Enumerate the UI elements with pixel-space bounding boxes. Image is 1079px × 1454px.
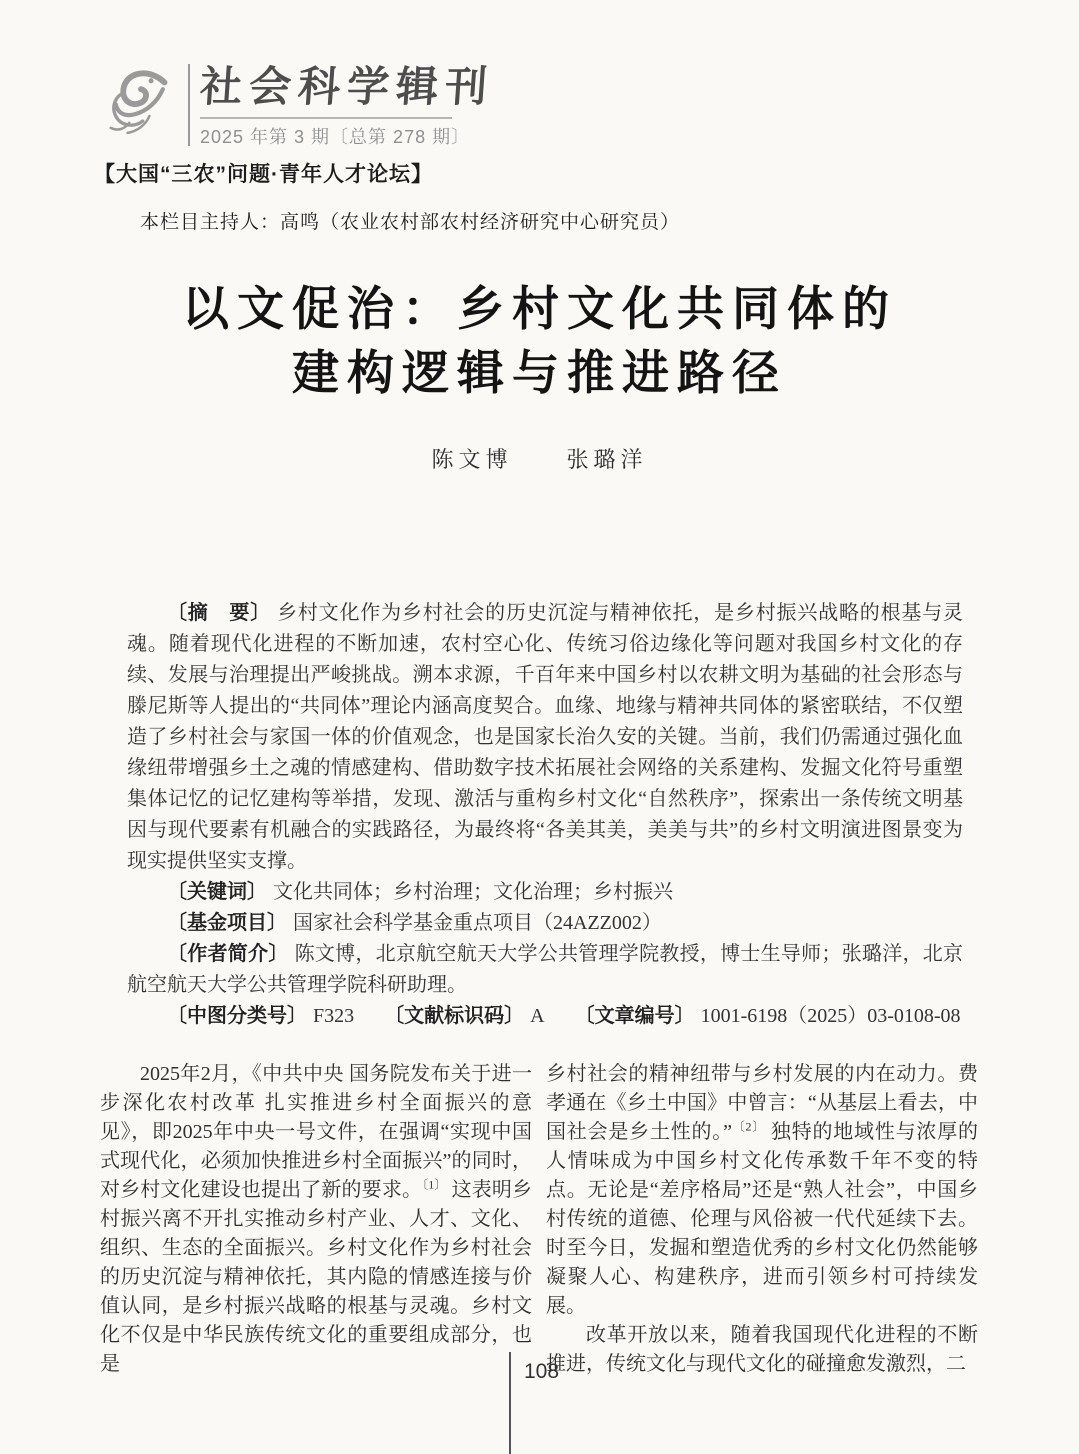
masthead-rule (200, 117, 452, 119)
article-title-line1: 以文促治：乡村文化共同体的 (182, 284, 897, 336)
body-text: 独特的地域性与浓厚的人情味成为中国乡村文化传承数千年不变的特点。无论是“差序格局”还是“熟人社会”，中国乡村传统的道德、伦理与风俗被一代代延续下去。时至今日，发掘和塑造优秀的乡村文化仍然能够凝聚人心、构建秩序，进而引领乡村可持续发展。 (546, 1121, 978, 1317)
keywords-label: 〔关键词〕 (167, 881, 267, 903)
body-column-left (100, 1060, 532, 1379)
journal-masthead (98, 64, 494, 149)
author-bio-line (127, 939, 963, 1001)
body-text: 改革开放以来，随着我国现代化进程的不断推进，传统文化与现代文化的碰撞愈发激烈，二 (546, 1324, 978, 1375)
classification-line (127, 1001, 963, 1032)
abstract-text: 乡村文化作为乡村社会的历史沉淀与精神依托，是乡村振兴战略的根基与灵魂。随着现代化进程的不断加速，农村空心化、传统习俗边缘化等问题对我国乡村文化的存续、发展与治理提出严峻挑战。溯本求源，千百年来中国乡村以农耕文明为基础的社会形态与滕尼斯等人提出的“共同体”理论内涵高度契合。血缘、地缘与精神共同体的紧密联结，不仅塑造了乡村社会与家国一体的价值观念，也是国家长治久安的关键。当前，我们仍需通过强化血缘纽带增强乡土之魂的情感建构、借助数字技术拓展社会网络的关系建构、发掘文化符号重塑集体记忆的记忆建构等举措，发现、激活与重构乡村文化“自然秩序”，探索出一条传统文明基因与现代要素有机融合的实践路径，为最终将“各美其美，美美与共”的乡村文明演进图景变为现实提供坚实支撑。 (127, 602, 964, 872)
fund-label: 〔基金项目〕 (167, 912, 287, 934)
abstract-paragraph (127, 598, 963, 877)
doc-code-value: A (530, 1005, 545, 1027)
article-authors: 陈文博 张璐洋 (431, 447, 648, 472)
author-bio-text: 陈文博，北京航空航天大学公共管理学院教授，博士生导师；张璐洋，北京航空航天大学公共管理学院科研助理。 (127, 943, 964, 996)
abstract-label: 〔摘 要〕 (167, 602, 272, 624)
masthead-divider (188, 64, 190, 146)
author-bio-label: 〔作者简介〕 (167, 943, 289, 965)
footnote-ref-1: 〔1〕 (422, 1177, 447, 1192)
journal-name: 社会科学辑刊 (198, 65, 496, 111)
column-tag: 【大国“三农”问题·青年人才论坛】 (94, 163, 433, 186)
footnote-ref-2: 〔2〕 (731, 1119, 766, 1134)
article-title (0, 278, 1079, 406)
article-id-pair (575, 1005, 961, 1027)
body-column-right (546, 1060, 978, 1379)
body-paragraph (546, 1321, 978, 1379)
body-text: 这表明乡村振兴离不开扎实推动乡村产业、人才、文化、组织、生态的全面振兴。乡村文化作为乡村社会的历史沉淀与精神依托，其内隐的情感连接与价值认同，是乡村振兴战略的根基与灵魂。乡村文化不仅是中华民族传统文化的重要组成部分，也是 (100, 1179, 532, 1375)
body-columns (100, 1060, 978, 1379)
clc-value: F323 (313, 1005, 355, 1027)
column-host-line: 本栏目主持人：高鸣（农业农村部农村经济研究中心研究员） (140, 212, 681, 233)
page-footer (509, 1352, 559, 1454)
doc-code-pair (384, 1005, 544, 1027)
masthead-text-block (200, 64, 494, 149)
article-id-value: 1001-6198（2025）03-0108-08 (700, 1005, 961, 1027)
fund-line (127, 908, 963, 939)
article-title-line2: 建构逻辑与推进路径 (292, 348, 787, 400)
doc-code-label: 〔文献标识码〕 (384, 1005, 525, 1027)
clc-pair (167, 1005, 354, 1027)
journal-issue: 2025 年第 3 期〔总第 278 期〕 (200, 127, 471, 147)
body-paragraph (546, 1060, 978, 1321)
page-number: 108 (524, 1360, 560, 1383)
body-text: 乡村社会的精神纽带与乡村发展的内在动力。费孝通在《乡土中国》中曾言：“从基层上看去，中国社会是乡土性的。” (546, 1063, 978, 1143)
keywords-line (127, 877, 963, 908)
fund-text: 国家社会科学基金重点项目（24AZZ002） (293, 912, 662, 934)
article-id-label: 〔文章编号〕 (574, 1005, 695, 1027)
clc-label: 〔中图分类号〕 (167, 1005, 307, 1027)
body-paragraph (100, 1060, 532, 1379)
keywords-text: 文化共同体；乡村治理；文化治理；乡村振兴 (273, 881, 673, 903)
front-matter (127, 598, 963, 1032)
body-text: 2025年2月，《中共中央 国务院发布关于进一步深化农村改革 扎实推进乡村全面振兴的意见》，即2025年中央一号文件，在强调“实现中国式现代化，必须加快推进乡村全面振兴”的同时，对乡村文化建设也提出了新的要求。 (100, 1063, 532, 1201)
phoenix-logo-icon (98, 64, 184, 148)
